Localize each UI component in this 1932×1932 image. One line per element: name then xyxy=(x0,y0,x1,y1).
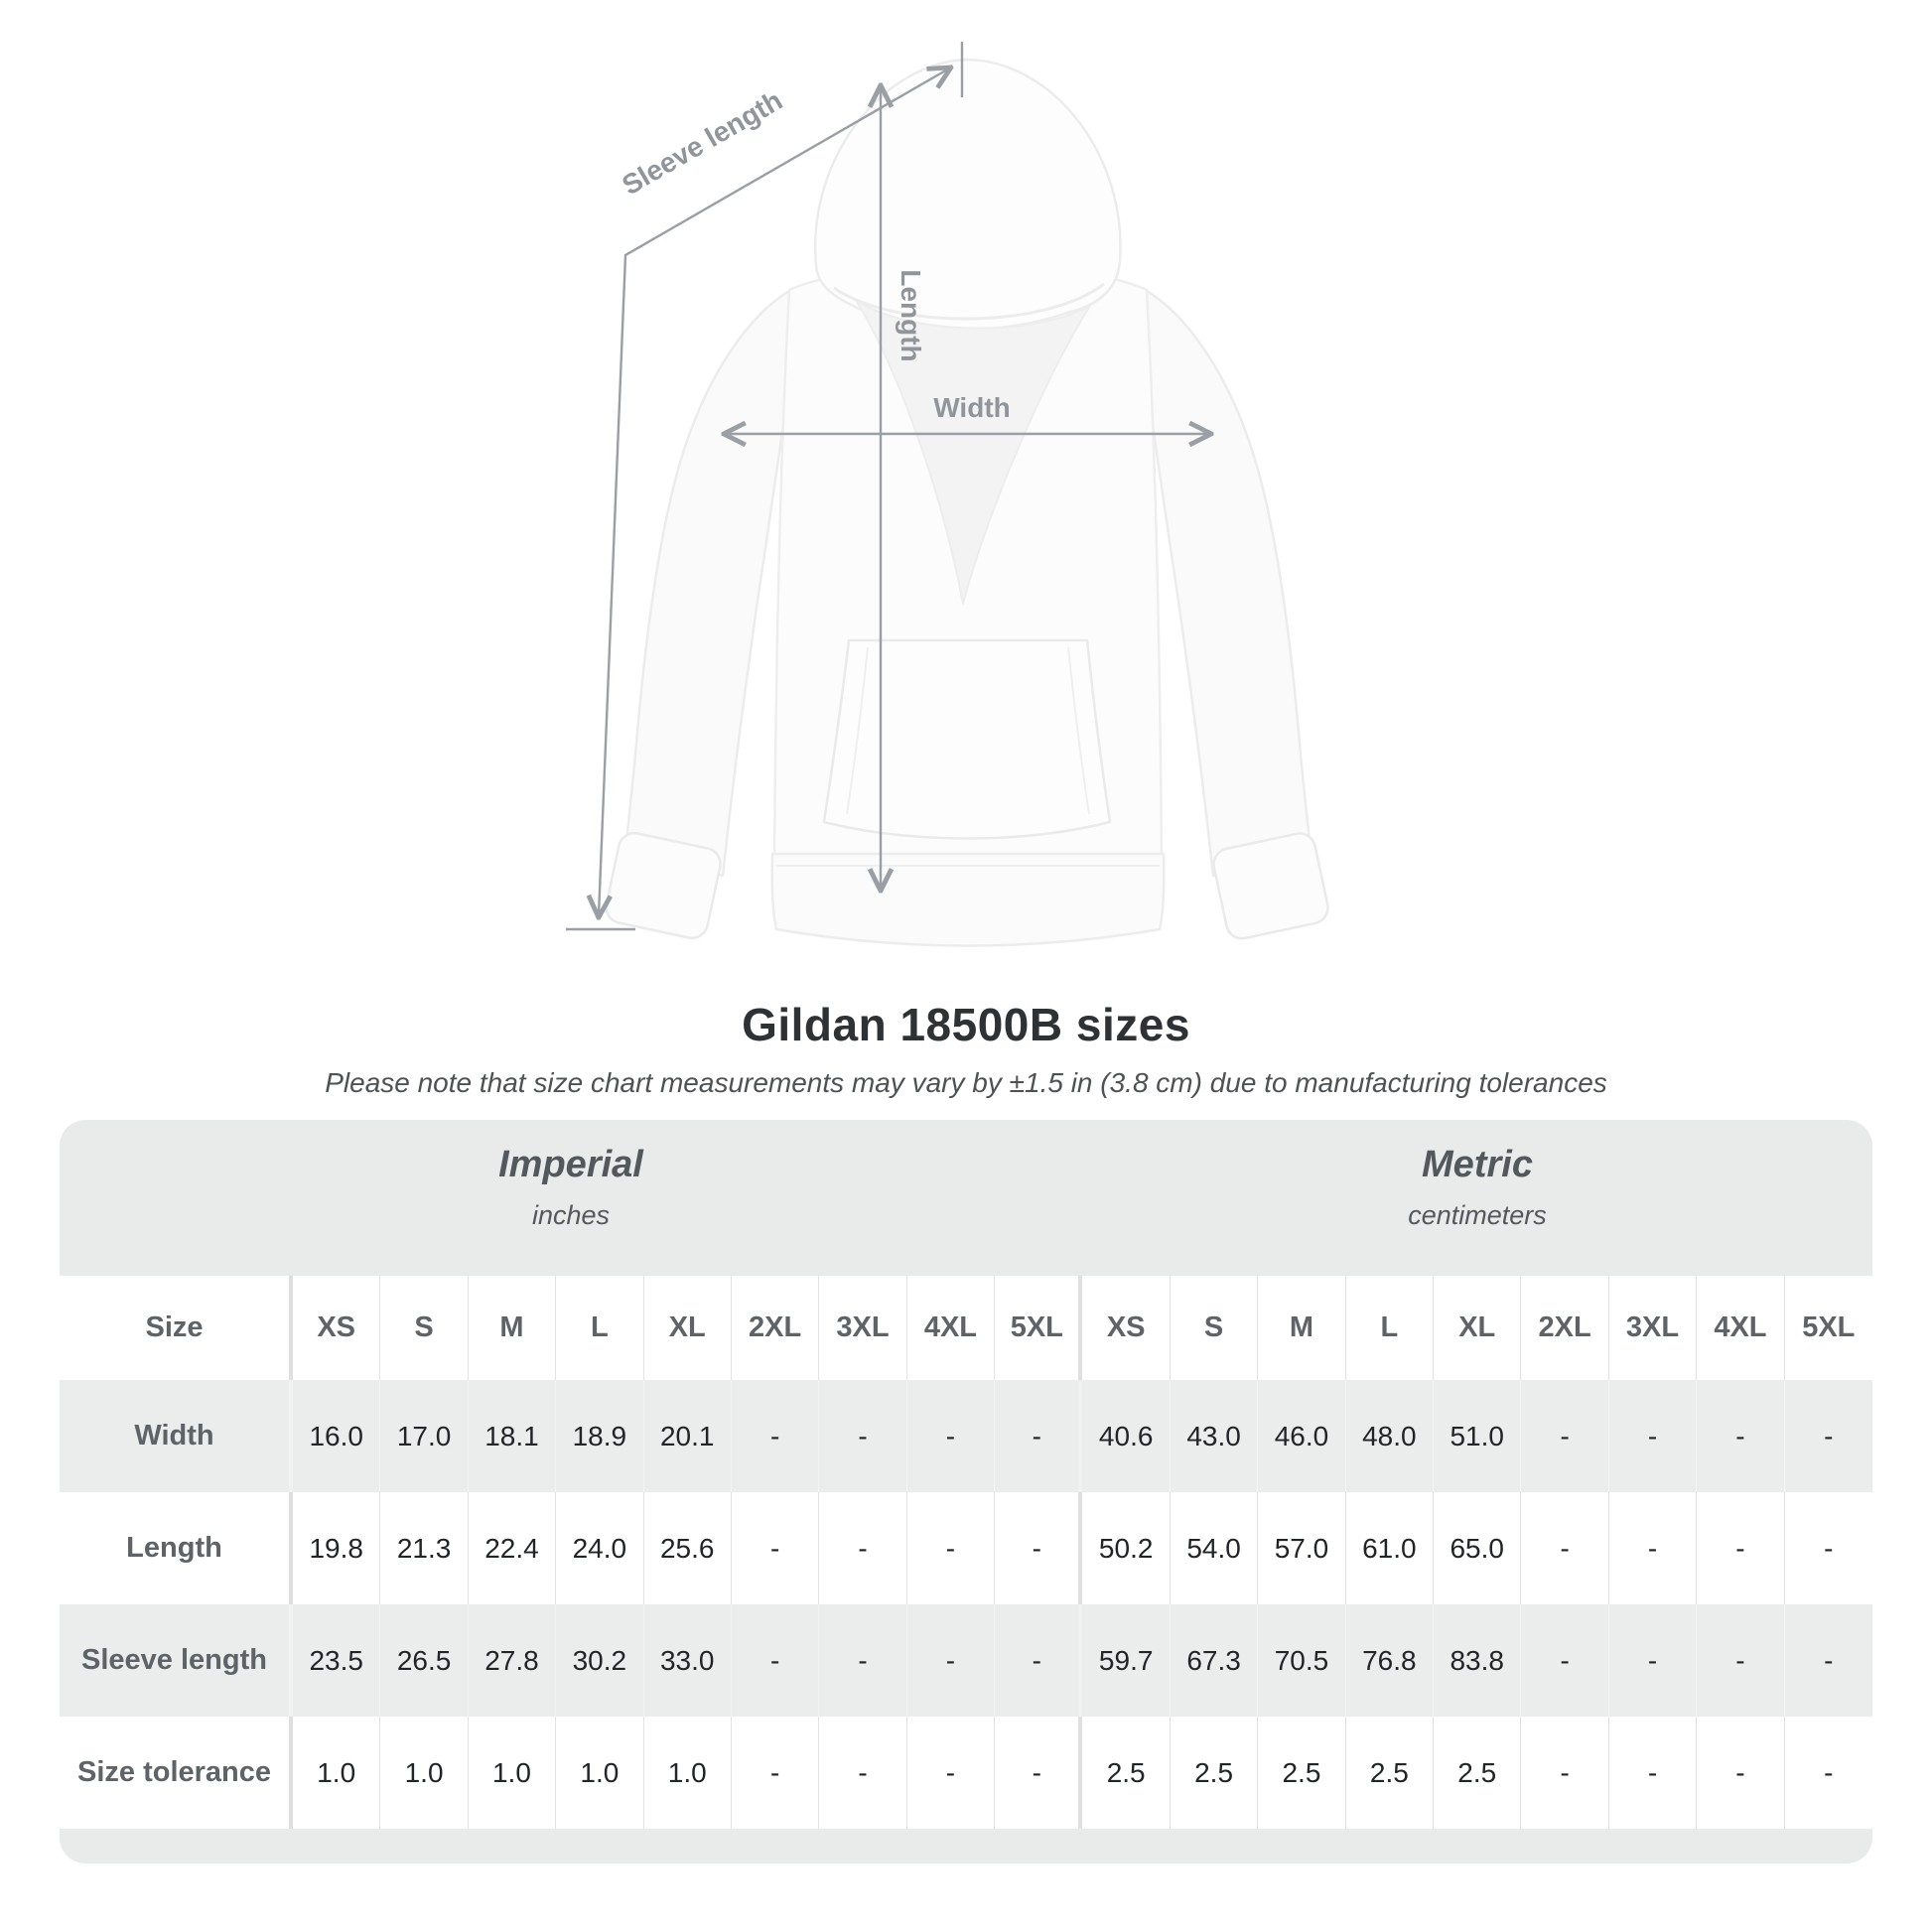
imperial-size-header: XS xyxy=(293,1276,380,1380)
imperial-value-cell: 1.0 xyxy=(380,1717,468,1829)
table-row xyxy=(60,1276,1872,1380)
imperial-title: Imperial xyxy=(498,1144,643,1185)
metric-value-cell: 57.0 xyxy=(1258,1492,1345,1604)
metric-value-cell: - xyxy=(1521,1380,1608,1492)
metric-value-cell: 46.0 xyxy=(1258,1380,1345,1492)
imperial-value-cell: - xyxy=(732,1492,819,1604)
metric-value-cell: 48.0 xyxy=(1346,1380,1434,1492)
imperial-value-cell: - xyxy=(995,1380,1082,1492)
imperial-value-cell: - xyxy=(907,1380,995,1492)
imperial-value-cell: 30.2 xyxy=(556,1604,643,1717)
table-row xyxy=(60,1492,1872,1604)
hoodie-hood xyxy=(815,60,1120,330)
imperial-value-cell: - xyxy=(907,1492,995,1604)
hoodie-right-cuff xyxy=(1211,831,1331,942)
metric-value-cell: - xyxy=(1521,1604,1608,1717)
length-label: Length xyxy=(896,269,926,362)
metric-value-cell: - xyxy=(1697,1492,1784,1604)
size-chart-card xyxy=(60,1120,1872,1863)
hoodie-left-sleeve xyxy=(625,288,794,876)
metric-size-header: XS xyxy=(1082,1276,1170,1380)
metric-size-header: 2XL xyxy=(1521,1276,1608,1380)
metric-value-cell: 54.0 xyxy=(1171,1492,1258,1604)
hoodie-illustration xyxy=(604,60,1331,946)
metric-value-cell: - xyxy=(1521,1492,1608,1604)
imperial-value-cell: - xyxy=(995,1492,1082,1604)
imperial-value-cell: 1.0 xyxy=(644,1717,732,1829)
metric-value-cell: - xyxy=(1697,1604,1784,1717)
row-label: Sleeve length xyxy=(60,1604,293,1717)
imperial-value-cell: 24.0 xyxy=(556,1492,643,1604)
metric-value-cell: 43.0 xyxy=(1171,1380,1258,1492)
imperial-size-header: 3XL xyxy=(819,1276,906,1380)
imperial-value-cell: 33.0 xyxy=(644,1604,732,1717)
unit-header xyxy=(60,1120,1872,1276)
metric-value-cell: 70.5 xyxy=(1258,1604,1345,1717)
metric-unit-header xyxy=(1082,1120,1872,1276)
size-grid xyxy=(60,1276,1872,1829)
metric-size-header: XL xyxy=(1434,1276,1521,1380)
metric-size-header: S xyxy=(1171,1276,1258,1380)
metric-value-cell: - xyxy=(1824,1532,1834,1564)
imperial-value-cell: 20.1 xyxy=(644,1380,732,1492)
imperial-value-cell: - xyxy=(819,1604,906,1717)
table-row xyxy=(60,1604,1872,1717)
metric-value-cell: - xyxy=(1609,1717,1697,1829)
metric-value-cell: 76.8 xyxy=(1346,1604,1434,1717)
imperial-value-cell: 21.3 xyxy=(380,1492,468,1604)
imperial-value-cell: 18.1 xyxy=(469,1380,556,1492)
imperial-value-cell: - xyxy=(995,1604,1082,1717)
imperial-value-cell: - xyxy=(907,1604,995,1717)
metric-value-cell: 40.6 xyxy=(1082,1380,1170,1492)
imperial-size-header: 5XL xyxy=(995,1276,1082,1380)
imperial-value-cell: - xyxy=(819,1380,906,1492)
metric-value-cell: - xyxy=(1824,1420,1834,1451)
metric-size-header: 4XL xyxy=(1697,1276,1784,1380)
metric-value-cell: - xyxy=(1824,1756,1834,1788)
size-column-header: Size xyxy=(60,1276,293,1380)
hoodie-right-sleeve xyxy=(1142,288,1311,876)
imperial-value-cell: 18.9 xyxy=(556,1380,643,1492)
imperial-value-cell: 1.0 xyxy=(469,1717,556,1829)
width-label: Width xyxy=(933,392,1011,423)
tolerance-note: Please note that size chart measurements may vary by ±1.5 in (3.8 cm) due to manufacturing tolerances xyxy=(325,1067,1607,1098)
imperial-size-header: L xyxy=(556,1276,643,1380)
imperial-value-cell: - xyxy=(732,1604,819,1717)
metric-value-cell: 83.8 xyxy=(1434,1604,1521,1717)
metric-value-cell: 59.7 xyxy=(1082,1604,1170,1717)
imperial-value-cell: 1.0 xyxy=(293,1717,380,1829)
metric-value-cell: - xyxy=(1824,1644,1834,1676)
imperial-size-header: M xyxy=(469,1276,556,1380)
imperial-subtitle: inches xyxy=(531,1200,611,1230)
imperial-value-cell: - xyxy=(819,1492,906,1604)
table-row xyxy=(60,1717,1872,1829)
chart-heading xyxy=(0,998,1932,1099)
imperial-value-cell: 1.0 xyxy=(556,1717,643,1829)
imperial-size-header: 2XL xyxy=(732,1276,819,1380)
metric-value-cell: 2.5 xyxy=(1171,1717,1258,1829)
metric-value-cell: - xyxy=(1697,1717,1784,1829)
imperial-value-cell: - xyxy=(732,1380,819,1492)
metric-value-cell: - xyxy=(1521,1717,1608,1829)
hoodie-hem xyxy=(772,854,1165,946)
metric-size-header: 3XL xyxy=(1609,1276,1697,1380)
imperial-value-cell: 27.8 xyxy=(469,1604,556,1717)
imperial-size-header: 4XL xyxy=(907,1276,995,1380)
metric-size-header: L xyxy=(1346,1276,1434,1380)
metric-value-cell: - xyxy=(1609,1492,1697,1604)
imperial-unit-header xyxy=(60,1120,1082,1276)
metric-value-cell: 2.5 xyxy=(1434,1717,1521,1829)
imperial-value-cell: 17.0 xyxy=(380,1380,468,1492)
metric-value-cell: - xyxy=(1609,1380,1697,1492)
page-title: Gildan 18500B sizes xyxy=(742,999,1190,1050)
sleeve-length-label: Sleeve length xyxy=(617,84,788,202)
metric-value-cell: 61.0 xyxy=(1346,1492,1434,1604)
metric-value-cell: 2.5 xyxy=(1082,1717,1170,1829)
metric-value-cell: 65.0 xyxy=(1434,1492,1521,1604)
row-label: Width xyxy=(60,1380,293,1492)
imperial-value-cell: 22.4 xyxy=(469,1492,556,1604)
hoodie-left-cuff xyxy=(604,830,724,941)
metric-value-cell: 51.0 xyxy=(1434,1380,1521,1492)
metric-value-cell: 50.2 xyxy=(1082,1492,1170,1604)
row-label: Length xyxy=(60,1492,293,1604)
imperial-value-cell: - xyxy=(819,1717,906,1829)
imperial-value-cell: 26.5 xyxy=(380,1604,468,1717)
metric-subtitle: centimeters xyxy=(1408,1200,1547,1230)
metric-size-header: 5XL xyxy=(1802,1311,1856,1343)
imperial-value-cell: 25.6 xyxy=(644,1492,732,1604)
metric-value-cell: 67.3 xyxy=(1171,1604,1258,1717)
metric-size-header: M xyxy=(1258,1276,1345,1380)
imperial-value-cell: - xyxy=(995,1717,1082,1829)
imperial-value-cell: - xyxy=(907,1717,995,1829)
imperial-size-header: S xyxy=(380,1276,468,1380)
hoodie-pocket xyxy=(824,640,1110,839)
metric-value-cell: 2.5 xyxy=(1258,1717,1345,1829)
row-label: Size tolerance xyxy=(60,1717,293,1829)
imperial-size-header: XL xyxy=(644,1276,732,1380)
metric-value-cell: - xyxy=(1697,1380,1784,1492)
imperial-value-cell: 23.5 xyxy=(293,1604,380,1717)
imperial-value-cell: 16.0 xyxy=(293,1380,380,1492)
metric-title: Metric xyxy=(1422,1144,1533,1185)
metric-value-cell: 2.5 xyxy=(1346,1717,1434,1829)
imperial-value-cell: - xyxy=(732,1717,819,1829)
table-row xyxy=(60,1380,1872,1492)
metric-value-cell: - xyxy=(1609,1604,1697,1717)
imperial-value-cell: 19.8 xyxy=(293,1492,380,1604)
